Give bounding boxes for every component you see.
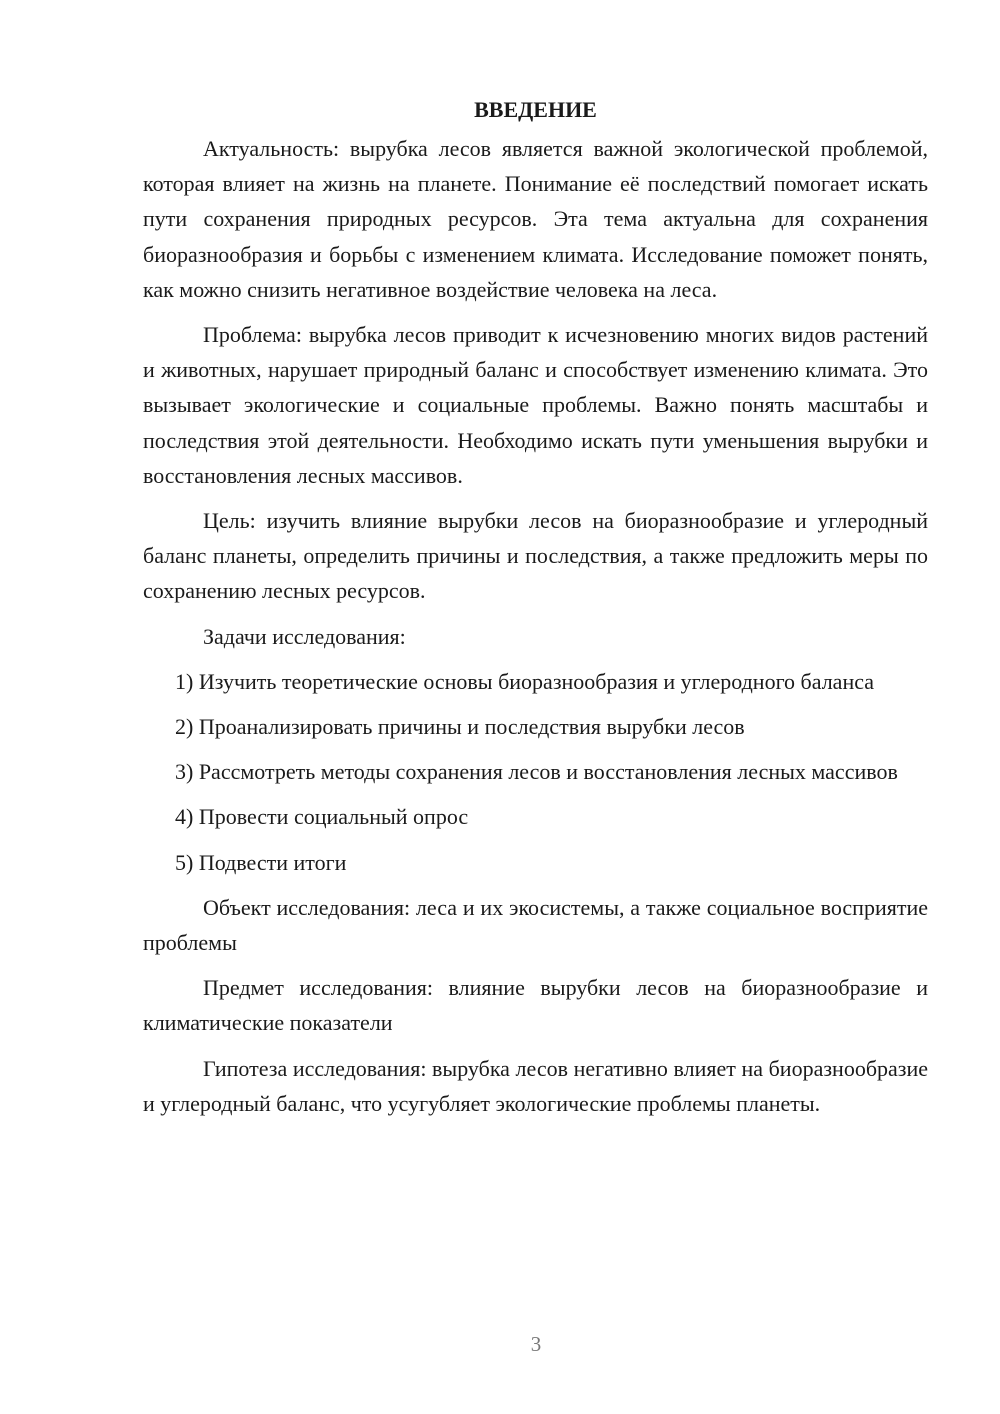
task-item-5: 5) Подвести итоги (175, 849, 347, 875)
task-item-2: 2) Проанализировать причины и последствия вырубки лесов (175, 714, 745, 740)
tasks-heading: Задачи исследования: (203, 623, 406, 649)
page-number: 3 (530, 1332, 542, 1356)
task-item-4: 4) Провести социальный опрос (175, 804, 469, 830)
paragraph-object: Объект исследования: леса и их экосистемы, а также социальное восприятие проблемы (143, 894, 928, 956)
page-content (143, 92, 928, 1121)
paragraph-subject: Предмет исследования: влияние вырубки лесов на биоразнообразие и климатические показатели (143, 975, 928, 1036)
paragraph-goal: Цель: изучить влияние вырубки лесов на биоразнообразие и углеродный баланс планеты, определить причины и последствия, а также предложить меры по сохранению лесных ресурсов. (143, 508, 928, 604)
page-title: ВВЕДЕНИЕ (474, 97, 597, 122)
paragraph-problem: Проблема: вырубка лесов приводит к исчезновению многих видов растений и животных, нарушает природный баланс и способствует изменению климата. Это вызывает экологические и социальные проблемы. Важно понять масштабы и последствия этой деятельности. Необходимо искать пути уменьшения вырубки и восстановления лесных массивов. (143, 322, 928, 488)
task-item-3: 3) Рассмотреть методы сохранения лесов и восстановления лесных массивов (175, 759, 898, 785)
task-item-1: 1) Изучить теоретические основы биоразнообразия и углеродного баланса (175, 668, 875, 694)
paragraph-relevance: Актуальность: вырубка лесов является важной экологической проблемой, которая влияет на жизнь на планете. Понимание её последствий помогает искать пути сохранения природных ресурсов. Эта тема актуальна для сохранения биоразнообразия и борьбы с изменением климата. Исследование поможет понять, как можно снизить негативное воздействие человека на леса. (143, 136, 928, 302)
paragraph-hypothesis: Гипотеза исследования: вырубка лесов негативно влияет на биоразнообразие и углеродный баланс, что усугубляет экологические проблемы планеты. (143, 1055, 928, 1116)
